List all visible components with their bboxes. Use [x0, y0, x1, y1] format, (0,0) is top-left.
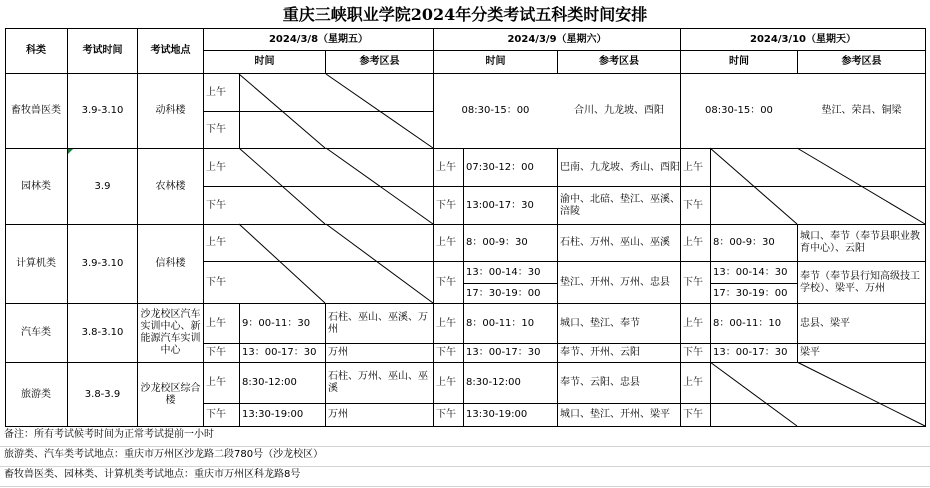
exam-place-cell: 沙龙校区汽车实训中心、新能源汽车实训中心	[140, 309, 201, 356]
time-cell: 8:30-12:00	[242, 377, 297, 388]
pm-label: 下午	[436, 347, 456, 358]
grid-line	[0, 446, 930, 447]
county-cell: 奉节（奉节县行知高级技工学校）、梁平、万州	[800, 270, 920, 294]
county-cell: 城口、垫江、奉节	[560, 317, 640, 329]
grid-line	[925, 28, 926, 427]
am-label: 上午	[206, 86, 226, 98]
header-subject: 科类	[26, 45, 46, 56]
county-cell: 石柱、巫山、巫溪、万州	[328, 311, 428, 335]
pm-label: 下午	[683, 276, 703, 288]
exam-place-cell: 动科楼	[155, 105, 186, 116]
am-label: 上午	[683, 161, 703, 173]
pm-label: 下午	[206, 124, 226, 135]
subject-cell: 园林类	[21, 180, 51, 192]
pm-label: 下午	[206, 199, 226, 211]
time-cell: 9：00-11：30	[242, 317, 311, 329]
time-cell: 8：00-11：10	[713, 317, 782, 329]
note-main-campus-location: 畜牧兽医类、园林类、计算机类考试地点：重庆市万州区科龙路8号	[4, 469, 301, 480]
county-cell: 合川、九龙坡、酉阳	[574, 105, 664, 116]
subject-cell: 计算机类	[16, 258, 56, 269]
header-date-2: 2024/3/9（星期六）	[507, 33, 607, 45]
time-cell: 8：00-9：30	[713, 237, 775, 248]
county-cell: 石柱、万州、巫山、巫溪	[328, 371, 428, 394]
time-cell: 13：00-14：30	[713, 266, 788, 278]
page-title: 重庆三峡职业学院2024年分类考试五科类时间安排	[282, 5, 648, 24]
am-label: 上午	[436, 237, 456, 248]
pm-label: 下午	[206, 347, 226, 358]
exam-place-cell: 信科楼	[155, 258, 186, 269]
header-county: 参考区县	[599, 56, 639, 67]
time-cell: 13：00-17：30	[713, 347, 788, 358]
county-cell: 城口、奉节（奉节县职业教育中心）、云阳	[800, 231, 920, 254]
grid-line	[239, 74, 240, 149]
time-cell: 13：00-17：30	[242, 347, 317, 358]
header-time: 时间	[485, 56, 506, 67]
exam-time-cell: 3.8-3.9	[84, 388, 121, 400]
header-date-3: 2024/3/10（星期天）	[749, 33, 856, 45]
am-label: 上午	[206, 161, 226, 173]
county-cell: 垫江、荣昌、铜梁	[821, 105, 902, 116]
exam-time-cell: 3.8-3.10	[81, 327, 124, 338]
time-cell: 8:30-12:00	[466, 377, 521, 388]
exam-time-cell: 3.9-3.10	[81, 105, 124, 116]
header-county: 参考区县	[841, 56, 882, 67]
grid-line	[0, 466, 930, 467]
exam-place-cell: 农林楼	[155, 180, 186, 192]
exam-time-cell: 3.9	[94, 180, 111, 192]
time-cell: 13:30-19:00	[466, 409, 528, 420]
subject-cell: 旅游类	[21, 388, 51, 400]
am-label: 上午	[436, 377, 456, 388]
am-label: 上午	[206, 377, 226, 388]
am-label: 上午	[683, 237, 703, 248]
note-shalong-location: 旅游类、汽车类考试地点：重庆市万州区沙龙路二段780号（沙龙校区）	[4, 449, 324, 460]
note-exam-arrival: 备注：所有考试候考时间为正常考试提前一小时	[4, 429, 214, 440]
time-cell: 13:00-17：30	[466, 199, 534, 211]
time-cell: 17：30-19：00	[713, 287, 788, 299]
exam-place-cell: 沙龙校区综合楼	[140, 382, 201, 406]
am-label: 上午	[206, 317, 226, 329]
pm-label: 下午	[436, 276, 456, 288]
time-cell: 08:30-15：00	[705, 105, 773, 116]
am-label: 上午	[683, 377, 703, 388]
am-label: 上午	[206, 237, 226, 248]
time-cell: 8：00-9：30	[466, 237, 528, 248]
pm-label: 下午	[436, 409, 456, 420]
header-exam-time: 考试时间	[82, 45, 123, 56]
county-cell: 垫江、开州、万州、忠县	[560, 276, 670, 288]
time-cell: 07:30-12：00	[466, 161, 534, 173]
pm-label: 下午	[683, 199, 703, 211]
time-cell: 17：30-19：00	[466, 287, 541, 299]
subject-cell: 汽车类	[21, 327, 51, 338]
header-county: 参考区县	[359, 56, 400, 67]
header-date-1: 2024/3/8（星期五）	[268, 33, 369, 45]
am-label: 上午	[683, 317, 703, 329]
am-label: 上午	[436, 317, 456, 329]
diagonal-line	[239, 224, 325, 303]
time-cell: 13:30-19:00	[242, 409, 304, 420]
time-cell: 8：00-11：10	[466, 317, 535, 329]
county-cell: 万州	[328, 347, 348, 358]
diagonal-line	[710, 362, 797, 426]
exam-time-cell: 3.9-3.10	[81, 258, 124, 269]
am-label: 上午	[436, 161, 456, 173]
grid-line	[5, 426, 926, 427]
grid-line	[0, 486, 930, 487]
county-cell: 城口、垫江、开州、梁平	[560, 409, 670, 420]
header-exam-place: 考试地点	[150, 45, 191, 56]
pm-label: 下午	[436, 199, 456, 211]
county-cell: 万州	[328, 409, 348, 420]
county-cell: 石柱、万州、巫山、巫溪	[560, 237, 670, 248]
pm-label: 下午	[206, 276, 226, 288]
county-cell: 奉节、云阳、忠县	[560, 377, 640, 388]
pm-label: 下午	[683, 409, 703, 420]
diagonal-line	[797, 362, 925, 426]
county-cell: 巴南、九龙坡、秀山、酉阳	[560, 161, 680, 173]
time-cell: 08:30-15：00	[461, 105, 530, 116]
subject-cell: 畜牧兽医类	[11, 105, 61, 116]
county-cell: 忠县、梁平	[800, 317, 850, 329]
time-cell: 13：00-17：30	[466, 347, 541, 358]
header-time: 时间	[254, 56, 275, 67]
header-time: 时间	[729, 56, 749, 67]
county-cell: 梁平	[800, 347, 820, 358]
county-cell: 渝中、北碚、垫江、巫溪、涪陵	[560, 193, 680, 217]
pm-label: 下午	[683, 347, 703, 358]
county-cell: 奉节、开州、云阳	[560, 347, 640, 358]
pm-label: 下午	[206, 409, 226, 420]
time-cell: 13：00-14：30	[466, 266, 541, 278]
diagonal-line	[326, 224, 433, 303]
